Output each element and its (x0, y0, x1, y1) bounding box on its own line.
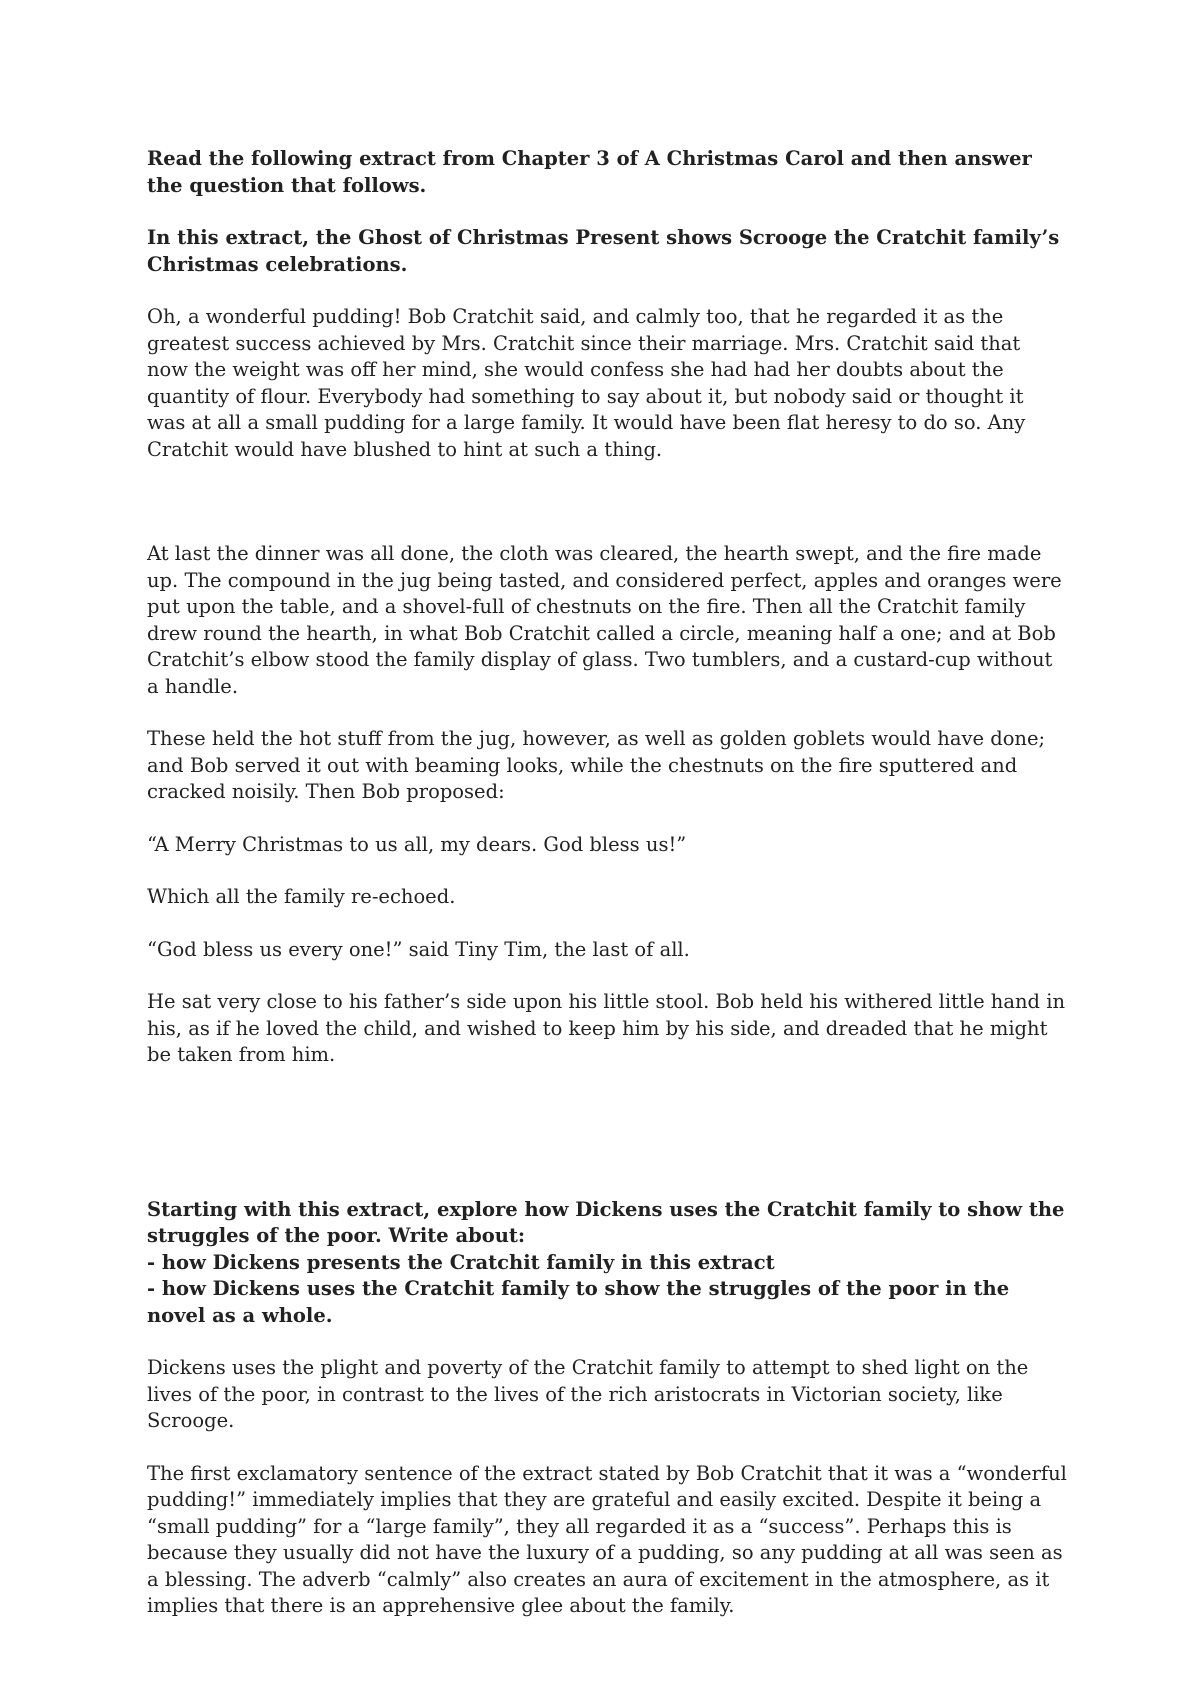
extract-paragraph-1: Oh, a wonderful pudding! Bob Cratchit said, and calmly too, that he regarded it as the greatest success achieved by Mrs. Cratchit since their marriage. Mrs. Cratchit said that now the weight was off her mind, she would confess she had had her doubts about the quantity of flour. Everybody had something to say about it, but nobody said or thought it was at all a small pudding for a large family. It would have been flat heresy to do so. Any Cratchit would have blushed to hint at such a thing. (147, 305, 1026, 461)
question-bullet-2: - how Dickens uses the Cratchit family to show the struggles of the poor in the novel as a whole. (147, 1277, 1010, 1327)
question-prompt: Starting with this extract, explore how Dickens uses the Cratchit family to show the struggles of the poor. Write about: (147, 1197, 1065, 1247)
instruction-text: Read the following extract from Chapter 3 of A Christmas Carol and then answer the question that follows. (147, 147, 1032, 197)
extract-paragraph-6: “God bless us every one!” said Tiny Tim, the last of all. (147, 937, 690, 961)
question-block (147, 1197, 1067, 1330)
context-text: In this extract, the Ghost of Christmas Present shows Scrooge the Cratchit family’s Christmas celebrations. (147, 226, 1060, 276)
extract-paragraph-3: These held the hot stuff from the jug, however, as well as golden goblets would have done; and Bob served it out with beaming looks, while the chestnuts on the fire sputtered and cracked noisily. Then Bob proposed: (147, 727, 1046, 803)
extract-paragraph-7: He sat very close to his father’s side upon his little stool. Bob held his withered little hand in his, as if he loved the child, and wished to keep him by his side, and dreaded that he might be taken from him. (147, 990, 1066, 1066)
extract-paragraph-5: Which all the family re-echoed. (147, 885, 456, 908)
answer-paragraph-1: Dickens uses the plight and poverty of the Cratchit family to attempt to shed light on the lives of the poor, in contrast to the lives of the rich aristocrats in Victorian society, like Scrooge. (147, 1356, 1029, 1432)
extract-paragraph-2: At last the dinner was all done, the cloth was cleared, the hearth swept, and the fire made up. The compound in the jug being tasted, and considered perfect, apples and oranges were put upon the table, and a shovel-full of chestnuts on the fire. Then all the Cratchit family drew round the hearth, in what Bob Cratchit called a circle, meaning half a one; and at Bob Cratchit’s elbow stood the family display of glass. Two tumblers, and a custard-cup without a handle. (147, 542, 1062, 698)
question-bullet-1: - how Dickens presents the Cratchit family in this extract (147, 1250, 775, 1274)
extract-paragraph-4: “A Merry Christmas to us all, my dears. God bless us!” (147, 832, 687, 856)
answer-paragraph-2: The first exclamatory sentence of the extract stated by Bob Cratchit that it was a “wonderful pudding!” immediately implies that they are grateful and easily excited. Despite it being a “small pudding” for a “large family”, they all regarded it as a “success”. Perhaps this is because they usually did not have the luxury of a pudding, so any pudding at all was seen as a blessing. The adverb “calmly” also creates an aura of excitement in the atmosphere, as it implies that there is an apprehensive glee about the family. (147, 1461, 1067, 1617)
document-page (147, 146, 1067, 1646)
